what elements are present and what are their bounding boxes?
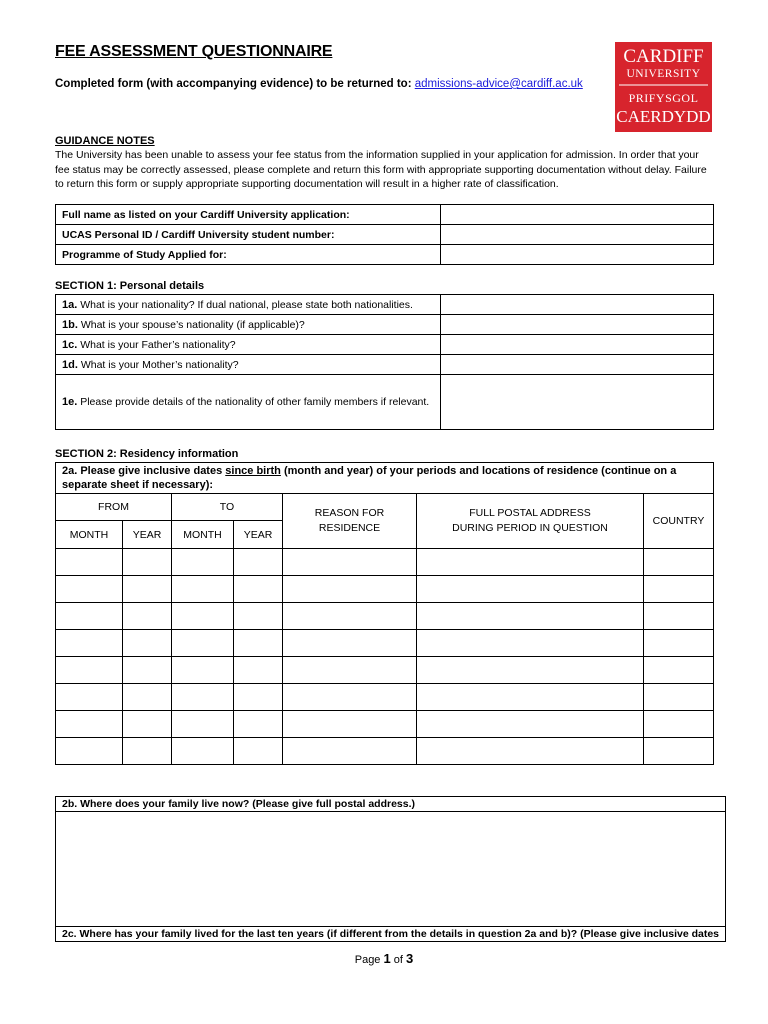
personal-details-table bbox=[55, 294, 714, 430]
question-1a: 1a. What is your nationality? If dual national, please state both nationalities. bbox=[56, 295, 441, 315]
col-from-month: MONTH bbox=[56, 521, 123, 549]
col-to-month: MONTH bbox=[172, 521, 234, 549]
address-cell[interactable] bbox=[417, 684, 644, 711]
family-residence-table bbox=[55, 796, 726, 942]
svg-text:PRIFYSGOL: PRIFYSGOL bbox=[628, 91, 699, 105]
residency-row bbox=[56, 603, 714, 630]
reason-cell[interactable] bbox=[283, 684, 417, 711]
col-country-header: COUNTRY bbox=[644, 494, 714, 549]
country-cell[interactable] bbox=[644, 657, 714, 684]
programme-field[interactable] bbox=[441, 245, 714, 265]
question-1b: 1b. What is your spouse’s nationality (if applicable)? bbox=[56, 315, 441, 335]
col-from-year: YEAR bbox=[123, 521, 172, 549]
address-cell[interactable] bbox=[417, 576, 644, 603]
residency-table bbox=[55, 462, 714, 765]
student-number-field[interactable] bbox=[441, 225, 714, 245]
to-month-cell[interactable] bbox=[172, 549, 234, 576]
answer-1c-field[interactable] bbox=[441, 335, 714, 355]
reason-cell[interactable] bbox=[283, 711, 417, 738]
residency-row bbox=[56, 549, 714, 576]
svg-text:CARDIFF: CARDIFF bbox=[623, 46, 704, 67]
page-number: Page 1 of 3 bbox=[354, 951, 414, 966]
reason-cell[interactable] bbox=[283, 549, 417, 576]
col-to-header: TO bbox=[172, 494, 283, 521]
to-year-cell[interactable] bbox=[234, 549, 283, 576]
form-title: FEE ASSESSMENT QUESTIONNAIRE bbox=[55, 43, 333, 60]
from-year-cell[interactable] bbox=[123, 576, 172, 603]
address-cell[interactable] bbox=[417, 738, 644, 765]
to-month-cell[interactable] bbox=[172, 576, 234, 603]
residency-row bbox=[56, 711, 714, 738]
from-month-cell[interactable] bbox=[56, 711, 123, 738]
section1-heading: SECTION 1: Personal details bbox=[55, 280, 205, 292]
answer-1b-field[interactable] bbox=[441, 315, 714, 335]
to-year-cell[interactable] bbox=[234, 603, 283, 630]
from-year-cell[interactable] bbox=[123, 711, 172, 738]
country-cell[interactable] bbox=[644, 711, 714, 738]
question-2c: 2c. Where has your family lived for the last ten years (if different from the details in question 2a and b)? (Please give inclusive dates bbox=[56, 927, 726, 942]
admissions-email-link[interactable]: admissions-advice@cardiff.ac.uk bbox=[414, 78, 583, 90]
student-number-label: UCAS Personal ID / Cardiff University student number: bbox=[56, 225, 441, 245]
question-2a: 2a. Please give inclusive dates since birth (month and year) of your periods and locations of residence (continue on a separate sheet if necessary): bbox=[56, 463, 714, 494]
from-month-cell[interactable] bbox=[56, 684, 123, 711]
country-cell[interactable] bbox=[644, 684, 714, 711]
from-year-cell[interactable] bbox=[123, 630, 172, 657]
col-address-header: FULL POSTAL ADDRESS DURING PERIOD IN QUESTION bbox=[417, 494, 644, 549]
programme-label: Programme of Study Applied for: bbox=[56, 245, 441, 265]
country-cell[interactable] bbox=[644, 549, 714, 576]
guidance-body: The University has been unable to assess your fee status from the information supplied in your application for admission. In order that your fee status may be correctly assessed, please complete and return this form with appropriate supporting documentation without delay. Failure to return this form or supply appropriate supporting documentation will result in a higher rate of classification. bbox=[55, 149, 707, 190]
return-text: Completed form (with accompanying evidence) to be returned to: bbox=[55, 78, 415, 90]
country-cell[interactable] bbox=[644, 603, 714, 630]
address-cell[interactable] bbox=[417, 657, 644, 684]
question-1d: 1d. What is your Mother’s nationality? bbox=[56, 355, 441, 375]
to-year-cell[interactable] bbox=[234, 630, 283, 657]
from-month-cell[interactable] bbox=[56, 603, 123, 630]
col-from-header: FROM bbox=[56, 494, 172, 521]
from-month-cell[interactable] bbox=[56, 630, 123, 657]
from-year-cell[interactable] bbox=[123, 657, 172, 684]
to-year-cell[interactable] bbox=[234, 738, 283, 765]
reason-cell[interactable] bbox=[283, 576, 417, 603]
from-year-cell[interactable] bbox=[123, 549, 172, 576]
address-cell[interactable] bbox=[417, 711, 644, 738]
from-month-cell[interactable] bbox=[56, 576, 123, 603]
answer-1a-field[interactable] bbox=[441, 295, 714, 315]
question-2b: 2b. Where does your family live now? (Please give full postal address.) bbox=[56, 797, 726, 812]
address-cell[interactable] bbox=[417, 630, 644, 657]
guidance-heading: GUIDANCE NOTES bbox=[55, 135, 155, 147]
question-1c: 1c. What is your Father’s nationality? bbox=[56, 335, 441, 355]
to-month-cell[interactable] bbox=[172, 738, 234, 765]
cardiff-university-logo bbox=[615, 42, 712, 132]
to-month-cell[interactable] bbox=[172, 711, 234, 738]
reason-cell[interactable] bbox=[283, 603, 417, 630]
to-month-cell[interactable] bbox=[172, 684, 234, 711]
country-cell[interactable] bbox=[644, 738, 714, 765]
reason-cell[interactable] bbox=[283, 630, 417, 657]
address-cell[interactable] bbox=[417, 603, 644, 630]
country-cell[interactable] bbox=[644, 630, 714, 657]
answer-1e-field[interactable] bbox=[441, 375, 714, 430]
answer-1d-field[interactable] bbox=[441, 355, 714, 375]
residency-row bbox=[56, 576, 714, 603]
to-month-cell[interactable] bbox=[172, 657, 234, 684]
from-year-cell[interactable] bbox=[123, 603, 172, 630]
svg-text:UNIVERSITY: UNIVERSITY bbox=[626, 68, 701, 80]
address-cell[interactable] bbox=[417, 549, 644, 576]
from-month-cell[interactable] bbox=[56, 738, 123, 765]
residency-row bbox=[56, 738, 714, 765]
full-name-label: Full name as listed on your Cardiff University application: bbox=[56, 205, 441, 225]
col-to-year: YEAR bbox=[234, 521, 283, 549]
from-year-cell[interactable] bbox=[123, 738, 172, 765]
return-instructions bbox=[55, 78, 583, 90]
answer-2b-field[interactable] bbox=[56, 812, 726, 927]
to-year-cell[interactable] bbox=[234, 657, 283, 684]
reason-cell[interactable] bbox=[283, 738, 417, 765]
question-1e: 1e. Please provide details of the nationality of other family members if relevant. bbox=[56, 375, 441, 430]
from-month-cell[interactable] bbox=[56, 549, 123, 576]
from-month-cell[interactable] bbox=[56, 657, 123, 684]
full-name-field[interactable] bbox=[441, 205, 714, 225]
to-month-cell[interactable] bbox=[172, 603, 234, 630]
residency-row bbox=[56, 630, 714, 657]
country-cell[interactable] bbox=[644, 576, 714, 603]
from-year-cell[interactable] bbox=[123, 684, 172, 711]
applicant-details-table bbox=[55, 204, 714, 265]
to-year-cell[interactable] bbox=[234, 576, 283, 603]
reason-cell[interactable] bbox=[283, 657, 417, 684]
section2-heading: SECTION 2: Residency information bbox=[55, 448, 239, 460]
to-year-cell[interactable] bbox=[234, 684, 283, 711]
to-month-cell[interactable] bbox=[172, 630, 234, 657]
to-year-cell[interactable] bbox=[234, 711, 283, 738]
residency-row bbox=[56, 657, 714, 684]
residency-row bbox=[56, 684, 714, 711]
col-reason-header: REASON FOR RESIDENCE bbox=[283, 494, 417, 549]
svg-text:CAERDYDD: CAERDYDD bbox=[616, 107, 711, 126]
